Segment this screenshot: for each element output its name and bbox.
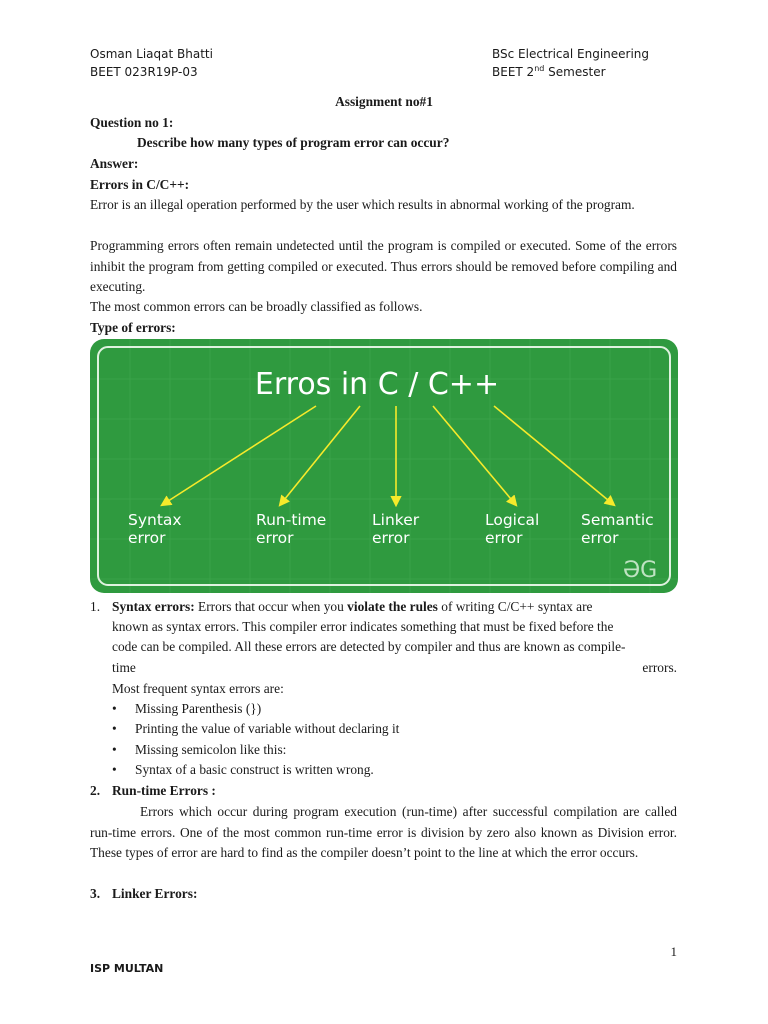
item1-first-line <box>112 597 677 618</box>
figure-label-semantic-sub: error <box>581 529 619 547</box>
list-item-text: Missing semicolon like this: <box>135 742 287 757</box>
error-types-figure <box>90 339 678 593</box>
syntax-list-intro: Most frequent syntax errors are: <box>112 681 284 696</box>
semester-suffix: Semester <box>544 65 606 79</box>
assignment-title: Assignment no#1 <box>335 94 433 109</box>
item1-number: 1. <box>90 599 101 614</box>
item3-number: 3. <box>90 886 101 901</box>
item1-text-b: of writing C/C++ syntax are <box>437 599 593 614</box>
paragraph-undetected: Programming errors often remain undetected until the program is compiled or executed. Some of the errors inhibit the program from getting compiled or executed. Thus errors should be removed before compiling and executing. <box>90 238 677 294</box>
item1-text-a: Errors that occur when you <box>194 599 348 614</box>
item1-line3: code can be compiled. All these errors are detected by compiler and thus are known as compile- <box>112 639 626 654</box>
program-name: BSc Electrical Engineering <box>492 47 650 61</box>
item1-emphasis: violate the rules <box>347 599 438 614</box>
geeksforgeeks-logo: ƏG <box>622 558 658 583</box>
bullet-icon: • <box>112 762 117 777</box>
figure-label-runtime-sub: error <box>256 529 294 547</box>
bullet-icon: • <box>112 701 117 716</box>
errors-heading: Errors in C/C++: <box>90 177 190 192</box>
list-item-text: Missing Parenthesis (}) <box>135 701 262 716</box>
bullet-icon: • <box>112 721 117 736</box>
item1-line2: known as syntax errors. This compiler error indicates something that must be fixed before the <box>112 619 614 634</box>
list-item-text: Printing the value of variable without declaring it <box>135 721 400 736</box>
item2-label: Run-time Errors : <box>112 783 216 798</box>
figure-label-linker-sub: error <box>372 529 410 547</box>
answer-label: Answer: <box>90 156 139 171</box>
figure-label-logical-sub: error <box>485 529 523 547</box>
figure-label-syntax: Syntax <box>128 511 182 529</box>
author-name: Osman Liaqat Bhatti <box>90 47 213 61</box>
item3-label: Linker Errors: <box>112 886 198 901</box>
question-text: Describe how many types of program error can occur? <box>137 135 450 150</box>
item2-number: 2. <box>90 783 101 798</box>
figure-label-semantic: Semantic <box>581 511 654 529</box>
error-types-diagram <box>90 339 678 593</box>
figure-label-syntax-sub: error <box>128 529 166 547</box>
semester-prefix: BEET 2 <box>492 65 535 79</box>
author-id: BEET 023R19P-03 <box>90 65 198 79</box>
types-heading: Type of errors: <box>90 320 176 335</box>
figure-label-logical: Logical <box>485 511 540 529</box>
semester <box>492 63 606 81</box>
question-label: Question no 1: <box>90 115 174 130</box>
paragraph-classified: The most common errors can be broadly classified as follows. <box>90 299 423 314</box>
item1-line4-left: time <box>112 660 136 675</box>
footer-org: ISP MULTAN <box>90 962 164 975</box>
page-number: 1 <box>670 944 677 959</box>
figure-label-runtime: Run-time <box>256 511 327 529</box>
figure-title: Erros in C / C++ <box>254 367 500 402</box>
semester-superscript: nd <box>534 64 545 73</box>
item2-text: Errors which occur during program execution (run-time) after successful compilation are called run-time errors. One of the most common run-time error is division by zero also known as Division error. These types of error are hard to find as the compiler doesn’t point to the line at which the error occurs. <box>90 804 677 860</box>
item1-label: Syntax errors: <box>112 599 195 614</box>
bullet-icon: • <box>112 742 117 757</box>
paragraph-definition: Error is an illegal operation performed by the user which results in abnormal working of the program. <box>90 197 635 212</box>
figure-label-linker: Linker <box>372 511 420 529</box>
list-item-text: Syntax of a basic construct is written wrong. <box>135 762 374 777</box>
item1-line4-right: errors. <box>642 660 677 675</box>
